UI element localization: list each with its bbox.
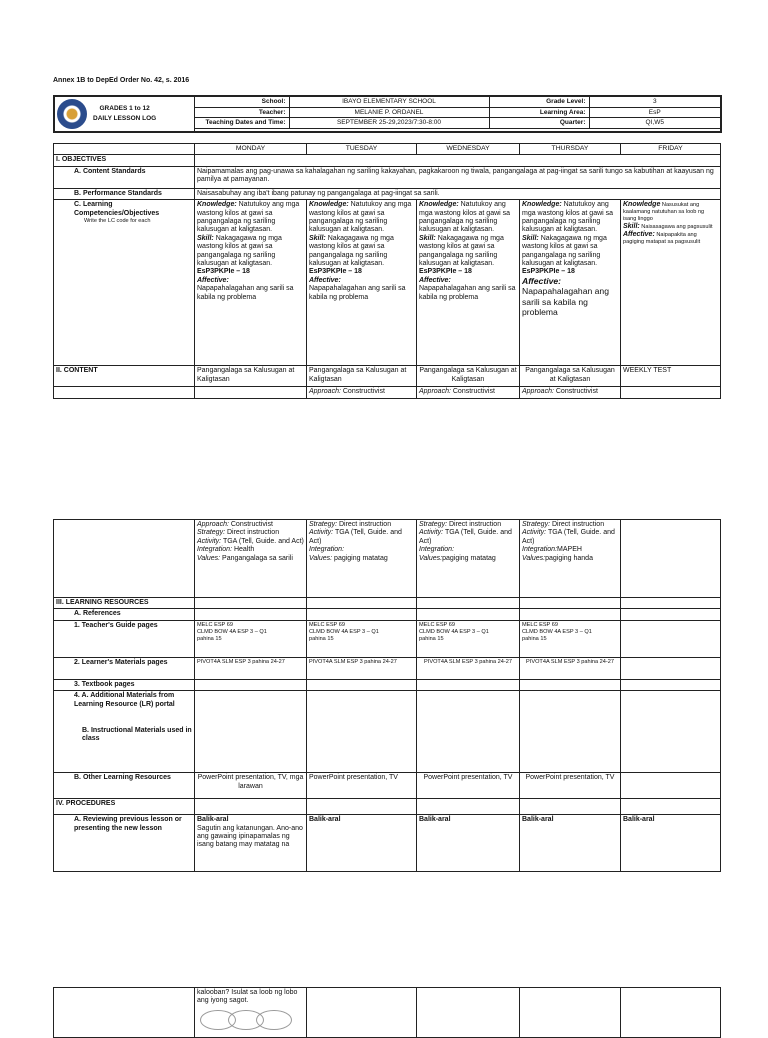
tg-wednesday: MELC ESP 69 CLMD BOW 4A ESP 3 – Q1 pahina 15	[417, 620, 520, 657]
teacher-value: MELANIE P. ORDANEL	[289, 107, 489, 118]
method-tuesday: Strategy: Direct instruction Activity: TGA (Tell, Guide. and Act) Integration: Values: pagiging matatag	[307, 520, 417, 598]
method-wednesday: Strategy: Direct instruction Activity: TGA (Tell, Guide. and Act) Integration: Values:pagiging matatag	[417, 520, 520, 598]
teacher-label: Teacher:	[194, 107, 289, 118]
review-friday: Balik-aral	[621, 815, 721, 872]
content-heading: II. CONTENT	[54, 366, 195, 387]
other-resources-tuesday: PowerPoint presentation, TV	[307, 773, 417, 799]
objectives-friday: Knowledge Nasusukat ang kaalamang natutuhan sa loob ng isang linggo Skill: Naisasagawa ang pagsusulit Affective: Naipapakita ang pagiging matapat sa pagsusulit	[621, 200, 721, 366]
learning-area-label: Learning Area:	[489, 107, 589, 118]
deped-seal-icon	[57, 99, 87, 129]
school-value: IBAYO ELEMENTARY SCHOOL	[289, 96, 489, 107]
content-monday: Pangangalaga sa Kalusugan at Kaligtasan	[195, 366, 307, 387]
header-title-cell	[54, 96, 194, 132]
method-monday: Approach: Constructivist Strategy: Direct instruction Activity: TGA (Tell, Guide. and Act) Integration: Health Values: Pangangalaga sa sarili	[195, 520, 307, 598]
learning-resources-heading: III. LEARNING RESOURCES	[54, 598, 195, 609]
review-wednesday: Balik-aral	[417, 815, 520, 872]
approach-thursday: Approach: Constructivist	[520, 387, 621, 398]
method-thursday: Strategy: Direct instruction Activity: TGA (Tell, Guide. and Act) Integration:MAPEH Values:pagiging handa	[520, 520, 621, 598]
grades-label: GRADES 1 to 12	[99, 105, 150, 112]
content-standards-text: Naipamamalas ang pag-unawa sa kahalagahan ng sariling kakayahan, pagkakaroon ng tiwala, pangangalaga at pag-iingat sa sarili tungo sa kabutihan at kaayusan ng pamilya at pamayanan.	[195, 166, 721, 188]
objectives-heading: I. OBJECTIVES	[54, 155, 195, 166]
lesson-log-table-page1	[53, 143, 721, 399]
tg-monday: MELC ESP 69 CLMD BOW 4A ESP 3 – Q1 pahina 15	[195, 620, 307, 657]
approach-tuesday: Approach: Constructivist	[307, 387, 417, 398]
quarter-label: Quarter:	[489, 118, 589, 129]
instructional-materials-label: B. Instructional Materials used in class	[82, 727, 192, 743]
review-monday-continued: kalooban? Isulat sa loob ng lobo ang iyong sagot.	[195, 988, 307, 1038]
grade-level-value: 3	[589, 96, 721, 107]
day-header-tuesday: TUESDAY	[307, 144, 417, 155]
tg-thursday: MELC ESP 69 CLMD BOW 4A ESP 3 – Q1 pahina 15	[520, 620, 621, 657]
review-thursday: Balik-aral	[520, 815, 621, 872]
content-wednesday: Pangangalaga sa Kalusugan at Kaligtasan	[417, 366, 520, 387]
other-resources-label: B. Other Learning Resources	[54, 773, 195, 799]
log-title: DAILY LESSON LOG	[93, 115, 157, 122]
lm-tuesday: PIVOT4A SLM ESP 3 pahina 24-27	[307, 657, 417, 679]
other-resources-wednesday: PowerPoint presentation, TV	[417, 773, 520, 799]
other-resources-thursday: PowerPoint presentation, TV	[520, 773, 621, 799]
objectives-monday: Knowledge: Natutukoy ang mga wastong kilos at gawi sa pangangalaga ng sariling kalusugan at kaligtasan. Skill: Nakagagawa ng mga wastong kilos at gawi sa pangangalaga ng sariling kalusugan at kaligtasan. EsP3PKPIe – 18 Affective: Napapahalagahan ang sarili sa kabila ng problema	[195, 200, 307, 366]
textbook-pages-label: 3. Textbook pages	[54, 679, 195, 690]
review-monday: Balik-aral Sagutin ang katanungan. Ano-ano ang gawaing ipinapamalas ng isang batang may matatag na	[195, 815, 307, 872]
lesson-log-table-page2	[53, 519, 721, 872]
quarter-value: QI,W5	[589, 118, 721, 129]
procedures-heading: IV. PROCEDURES	[54, 799, 195, 815]
references-label: A. References	[54, 609, 195, 620]
annex-reference: Annex 1B to DepEd Order No. 42, s. 2016	[53, 77, 190, 84]
day-header-monday: MONDAY	[195, 144, 307, 155]
dates-value: SEPTEMBER 25-29,2023/7:30-8:00	[289, 118, 489, 129]
grade-level-label: Grade Level:	[489, 96, 589, 107]
lm-thursday: PIVOT4A SLM ESP 3 pahina 24-27	[520, 657, 621, 679]
lc-code-note: Write the LC code for each	[84, 218, 151, 225]
approach-wednesday: Approach: Constructivist	[417, 387, 520, 398]
lm-wednesday: PIVOT4A SLM ESP 3 pahina 24-27	[417, 657, 520, 679]
balloon-ovals-icon	[200, 1010, 310, 1030]
objectives-tuesday: Knowledge: Natutukoy ang mga wastong kilos at gawi sa pangangalaga ng sariling kalusugan at kaligtasan. Skill: Nakagagawa ng mga wastong kilos at gawi sa pangangalaga ng sariling kalusugan at kaligtasan. EsP3PKPIe – 18 Affective: Napapahalagahan ang sarili sa kabila ng problema	[307, 200, 417, 366]
objectives-thursday: Knowledge: Natutukoy ang mga wastong kilos at gawi sa pangangalaga ng sariling kalusugan at kaligtasan. Skill: Nakagagawa ng mga wastong kilos at gawi sa pangangalaga ng sariling kalusugan at kaligtasan. EsP3PKPIe – 18 Affective: Napapahalagahan ang sarili sa kabila ng problema	[520, 200, 621, 366]
dates-label: Teaching Dates and Time:	[194, 118, 289, 129]
additional-materials-label: 4. A. Additional Materials from Learning Resource (LR) portal	[74, 692, 175, 708]
lesson-log-table-page3	[53, 987, 721, 1038]
performance-standards-text: Naisasabuhay ang iba't ibang patunay ng pangangalaga at pag-iingat sa sarili.	[195, 188, 721, 199]
teachers-guide-label: 1. Teacher's Guide pages	[54, 620, 195, 657]
school-label: School:	[194, 96, 289, 107]
content-tuesday: Pangangalaga sa Kalusugan at Kaligtasan	[307, 366, 417, 387]
day-header-wednesday: WEDNESDAY	[417, 144, 520, 155]
tg-tuesday: MELC ESP 69 CLMD BOW 4A ESP 3 – Q1 pahina 15	[307, 620, 417, 657]
review-tuesday: Balik-aral	[307, 815, 417, 872]
objectives-wednesday: Knowledge: Natutukoy ang mga wastong kilos at gawi sa pangangalaga ng sariling kalusugan at kaligtasan. Skill: Nakagagawa ng mga wastong kilos at gawi sa pangangalaga ng sariling kalusugan at kaligtasan. EsP3PKPIe – 18 Affective: Napapahalagahan ang sarili sa kabila ng problema	[417, 200, 520, 366]
lm-monday: PIVOT4A SLM ESP 3 pahina 24-27	[195, 657, 307, 679]
day-header-friday: FRIDAY	[621, 144, 721, 155]
performance-standards-label: B. Performance Standards	[54, 188, 195, 199]
learning-area-value: EsP	[589, 107, 721, 118]
content-friday: WEEKLY TEST	[621, 366, 721, 387]
content-thursday: Pangangalaga sa Kalusugan at Kaligtasan	[520, 366, 621, 387]
learning-competencies-label: C. Learning Competencies/Objectives	[74, 201, 160, 217]
reviewing-lesson-label: A. Reviewing previous lesson or presenting the new lesson	[54, 815, 195, 872]
other-resources-monday: PowerPoint presentation, TV, mga larawan	[195, 773, 307, 799]
header-table	[53, 95, 722, 133]
day-header-thursday: THURSDAY	[520, 144, 621, 155]
content-standards-label: A. Content Standards	[54, 166, 195, 188]
learners-materials-label: 2. Learner's Materials pages	[54, 657, 195, 679]
